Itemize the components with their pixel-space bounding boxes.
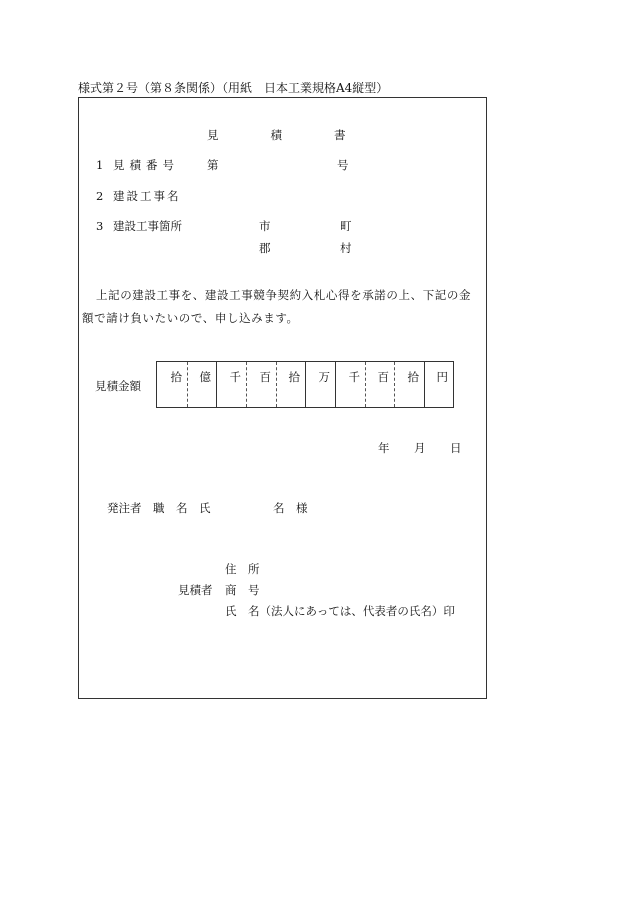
amount-cell-sen: 千 — [335, 362, 365, 407]
declaration-line-1: 上記の建設工事を、建設工事競争契約入札心得を承諾の上、下記の金 — [96, 288, 472, 302]
amount-grid — [156, 361, 454, 408]
estimator-label: 見積者 — [178, 583, 213, 597]
estimate-number-label: 見積番号 — [113, 158, 179, 172]
amount-cell-ju: 拾 — [394, 362, 424, 407]
document-title: 見積書 — [207, 128, 398, 142]
amount-cell-ten-oku: 拾 — [170, 370, 182, 384]
amount-cell-ju-man: 拾 — [276, 362, 305, 407]
location-county: 郡 — [259, 241, 271, 255]
form-header: 様式第２号（第８条関係）（用紙 日本工業規格A4縦型） — [78, 81, 389, 95]
estimator-name-label: 氏 名（法人にあっては、代表者の氏名）印 — [225, 604, 455, 618]
amount-cell-hyaku-man: 百 — [246, 362, 276, 407]
amount-cell-hyaku: 百 — [365, 362, 394, 407]
amount-cell-sen-man: 千 — [216, 362, 246, 407]
estimate-number-prefix: 第 — [207, 158, 219, 172]
estimator-address-label: 住 所 — [225, 562, 260, 576]
location-village: 村 — [340, 241, 352, 255]
date-year: 年 — [378, 441, 390, 455]
orderer-name-suffix: 名 様 — [273, 501, 308, 515]
orderer-label: 発注者 — [107, 501, 142, 515]
declaration-line-2: 額で請け負いたいので、申し込みます。 — [82, 311, 299, 325]
date-day: 日 — [450, 441, 462, 455]
item-number-2: 2 — [96, 189, 104, 203]
work-location-label: 建設工事箇所 — [113, 219, 182, 233]
amount-cell-oku: 億 — [187, 362, 216, 407]
estimate-number-suffix: 号 — [337, 158, 349, 172]
item-number-3: 3 — [96, 219, 104, 233]
location-town: 町 — [340, 219, 352, 233]
work-name-label: 建設工事名 — [113, 189, 181, 203]
date-month: 月 — [414, 441, 426, 455]
estimator-trade-name-label: 商 号 — [225, 583, 260, 597]
item-number-1: 1 — [96, 158, 104, 172]
amount-cell-man: 万 — [305, 362, 335, 407]
orderer-title-label: 職 名 氏 — [153, 501, 211, 515]
amount-cell-yen: 円 — [424, 362, 453, 407]
location-city: 市 — [259, 219, 271, 233]
amount-label: 見積金額 — [95, 379, 141, 393]
